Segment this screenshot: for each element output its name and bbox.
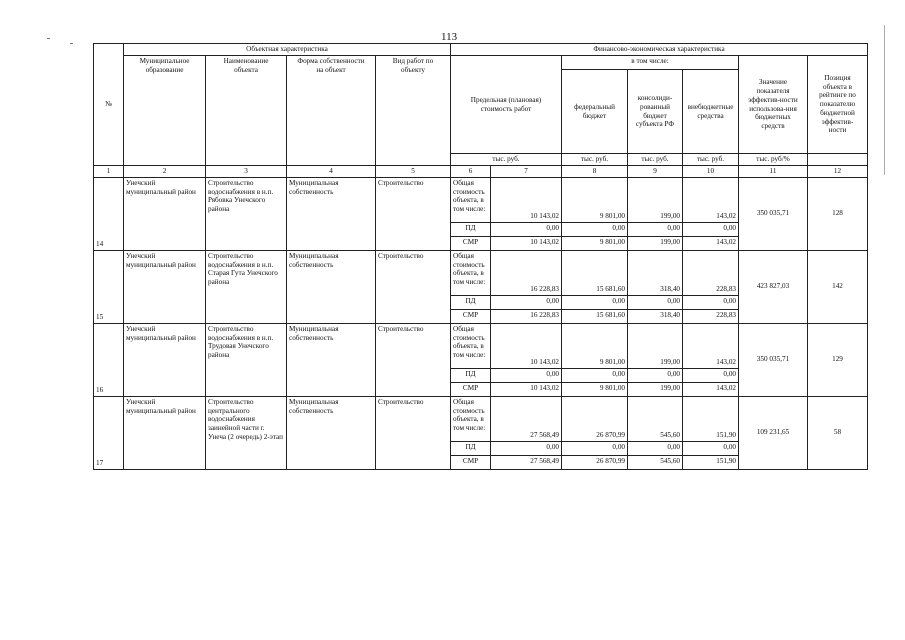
scan-mark	[884, 25, 885, 175]
total-cost: 27 568,49	[491, 396, 562, 441]
row-pd-label: ПД	[451, 222, 491, 236]
unit-empty	[808, 154, 868, 166]
total-cost: 0,00	[491, 368, 562, 382]
federal-budget: 9 801,00	[562, 323, 628, 368]
column-number: 7	[491, 166, 562, 178]
scan-mark	[47, 38, 50, 39]
unit-label: тыс. руб/%	[739, 154, 808, 166]
rating-position: 58	[808, 396, 868, 469]
row-smr-label: СМР	[451, 455, 491, 469]
consolidated-budget: 545,60	[628, 396, 683, 441]
consolidated-budget: 0,00	[628, 295, 683, 309]
efficiency-indicator: 350 035,71	[739, 323, 808, 396]
header-work-type: Вид работ по объекту	[376, 56, 451, 166]
scan-mark	[70, 43, 73, 44]
row-object-name: Строительство водоснабжения в н.п. Трудовая Унечского района	[206, 323, 287, 396]
extrabudget-funds: 0,00	[683, 222, 739, 236]
row-object-name: Строительство водоснабжения в н.п. Старая Гута Унечского района	[206, 250, 287, 323]
header-num: №	[94, 44, 124, 166]
row-ownership: Муниципальная собственность	[287, 396, 376, 469]
total-cost: 10 143,02	[491, 382, 562, 396]
extrabudget-funds: 0,00	[683, 295, 739, 309]
header-consolidated: консолиди- рованный бюджет субъекта РФ	[628, 70, 683, 154]
row-municipality: Унечский муниципальный район	[124, 396, 206, 469]
extrabudget-funds: 143,02	[683, 177, 739, 222]
extrabudget-funds: 143,02	[683, 323, 739, 368]
column-number: 5	[376, 166, 451, 178]
row-total-label: Общая стоимость объекта, в том числе:	[451, 396, 491, 441]
unit-label: тыс. руб.	[562, 154, 628, 166]
row-ownership: Муниципальная собственность	[287, 177, 376, 250]
total-cost: 10 143,02	[491, 236, 562, 250]
row-ownership: Муниципальная собственность	[287, 250, 376, 323]
total-cost: 0,00	[491, 295, 562, 309]
column-number: 10	[683, 166, 739, 178]
row-ownership: Муниципальная собственность	[287, 323, 376, 396]
row-total-label: Общая стоимость объекта, в том числе:	[451, 177, 491, 222]
federal-budget: 0,00	[562, 222, 628, 236]
column-number: 9	[628, 166, 683, 178]
row-object-name: Строительство водоснабжения в н.п. Рябовка Унечского района	[206, 177, 287, 250]
federal-budget: 9 801,00	[562, 236, 628, 250]
row-municipality: Унечский муниципальный район	[124, 250, 206, 323]
row-pd-label: ПД	[451, 441, 491, 455]
column-number: 8	[562, 166, 628, 178]
extrabudget-funds: 228,83	[683, 250, 739, 295]
column-number: 12	[808, 166, 868, 178]
extrabudget-funds: 228,83	[683, 309, 739, 323]
row-smr-label: СМР	[451, 309, 491, 323]
column-number: 6	[451, 166, 491, 178]
row-work-type: Строительство	[376, 250, 451, 323]
header-object-group: Объектная характеристика	[124, 44, 451, 56]
row-number: 15	[94, 250, 124, 323]
federal-budget: 9 801,00	[562, 382, 628, 396]
federal-budget: 0,00	[562, 441, 628, 455]
federal-budget: 15 681,60	[562, 309, 628, 323]
row-pd-label: ПД	[451, 368, 491, 382]
row-number: 14	[94, 177, 124, 250]
row-number: 17	[94, 396, 124, 469]
extrabudget-funds: 151,90	[683, 396, 739, 441]
row-work-type: Строительство	[376, 396, 451, 469]
header-financial-group: Финансово-экономическая характеристика	[451, 44, 868, 56]
consolidated-budget: 199,00	[628, 323, 683, 368]
federal-budget: 9 801,00	[562, 177, 628, 222]
efficiency-indicator: 109 231,65	[739, 396, 808, 469]
unit-label: тыс. руб.	[683, 154, 739, 166]
federal-budget: 26 870,99	[562, 396, 628, 441]
consolidated-budget: 0,00	[628, 222, 683, 236]
row-total-label: Общая стоимость объекта, в том числе:	[451, 323, 491, 368]
rating-position: 129	[808, 323, 868, 396]
total-cost: 27 568,49	[491, 455, 562, 469]
extrabudget-funds: 151,90	[683, 455, 739, 469]
consolidated-budget: 318,40	[628, 250, 683, 295]
header-including: в том числе:	[562, 56, 739, 70]
extrabudget-funds: 0,00	[683, 441, 739, 455]
efficiency-indicator: 423 827,03	[739, 250, 808, 323]
total-cost: 10 143,02	[491, 323, 562, 368]
extrabudget-funds: 143,02	[683, 236, 739, 250]
column-number: 3	[206, 166, 287, 178]
efficiency-indicator: 350 035,71	[739, 177, 808, 250]
row-smr-label: СМР	[451, 382, 491, 396]
consolidated-budget: 199,00	[628, 177, 683, 222]
extrabudget-funds: 0,00	[683, 368, 739, 382]
column-number: 2	[124, 166, 206, 178]
consolidated-budget: 199,00	[628, 382, 683, 396]
header-indicator: Значение показателя эффектив-ности использова-ния бюджетных средств	[739, 56, 808, 154]
rating-position: 142	[808, 250, 868, 323]
row-work-type: Строительство	[376, 177, 451, 250]
total-cost: 0,00	[491, 441, 562, 455]
consolidated-budget: 199,00	[628, 236, 683, 250]
consolidated-budget: 0,00	[628, 441, 683, 455]
header-object-name: Наименование объекта	[206, 56, 287, 166]
row-total-label: Общая стоимость объекта, в том числе:	[451, 250, 491, 295]
row-smr-label: СМР	[451, 236, 491, 250]
federal-budget: 0,00	[562, 295, 628, 309]
header-municipality: Муниципальное образование	[124, 56, 206, 166]
federal-budget: 26 870,99	[562, 455, 628, 469]
extrabudget-funds: 143,02	[683, 382, 739, 396]
column-number: 4	[287, 166, 376, 178]
consolidated-budget: 545,60	[628, 455, 683, 469]
financial-table	[93, 43, 868, 470]
row-pd-label: ПД	[451, 295, 491, 309]
header-position: Позиция объекта в рейтинге по показателю бюджетной эффектив- ности	[808, 56, 868, 154]
column-number: 1	[94, 166, 124, 178]
row-number: 16	[94, 323, 124, 396]
page-number: 113	[441, 31, 458, 43]
row-object-name: Строительство центрального водоснабжения заинейной части г. Унеча (2 очередь) 2-этап	[206, 396, 287, 469]
unit-label: тыс. руб.	[628, 154, 683, 166]
row-municipality: Унечский муниципальный район	[124, 323, 206, 396]
header-limit-cost: Предельная (плановая) стоимость работ	[451, 56, 562, 154]
row-work-type: Строительство	[376, 323, 451, 396]
rating-position: 128	[808, 177, 868, 250]
federal-budget: 15 681,60	[562, 250, 628, 295]
column-number: 11	[739, 166, 808, 178]
total-cost: 10 143,02	[491, 177, 562, 222]
consolidated-budget: 318,40	[628, 309, 683, 323]
row-municipality: Унечский муниципальный район	[124, 177, 206, 250]
unit-label: тыс. руб.	[451, 154, 562, 166]
total-cost: 16 228,83	[491, 250, 562, 295]
header-extrabudget: внебюджетные средства	[683, 70, 739, 154]
consolidated-budget: 0,00	[628, 368, 683, 382]
total-cost: 0,00	[491, 222, 562, 236]
total-cost: 16 228,83	[491, 309, 562, 323]
header-ownership: Форма собственности на объект	[287, 56, 376, 166]
federal-budget: 0,00	[562, 368, 628, 382]
header-federal: федеральный бюджет	[562, 70, 628, 154]
